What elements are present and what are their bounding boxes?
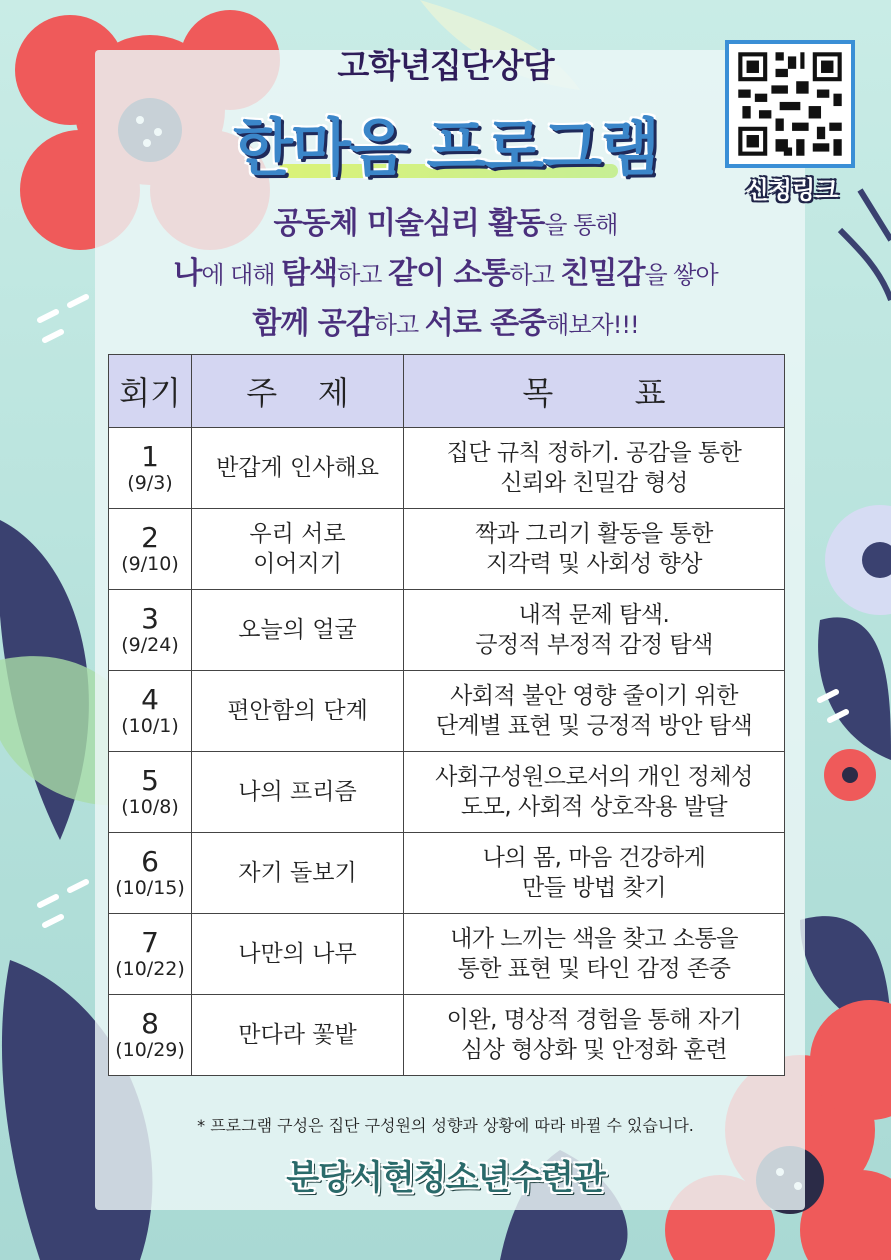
topic-text: 나의 프리즘 xyxy=(238,779,357,805)
table-row xyxy=(109,995,785,1076)
topic-text: 만다라 꽃밭 xyxy=(238,1022,357,1048)
goal-cell xyxy=(404,590,785,671)
organization-name: 분당서현청소년수련관 xyxy=(286,1158,605,1198)
table-row xyxy=(109,914,785,995)
table-row xyxy=(109,833,785,914)
goal-text: 긍정적 부정적 감정 탐색 xyxy=(475,632,713,658)
topic-cell xyxy=(192,671,404,752)
goal-text: 나의 몸, 마음 건강하게 xyxy=(482,845,706,871)
intro-text: 을 통해 xyxy=(544,211,618,239)
goal-text: 집단 규칙 정하기. 공감을 통한 xyxy=(446,440,742,466)
footnote: * 프로그램 구성은 집단 구성원의 성향과 상황에 따라 바뀔 수 있습니다. xyxy=(197,1116,694,1135)
goal-text: 신뢰와 친밀감 형성 xyxy=(500,470,688,496)
session-number: 4 xyxy=(141,683,159,716)
session-date: (10/1) xyxy=(121,715,179,737)
session-date: (10/8) xyxy=(121,796,179,818)
topic-text: 편안함의 단계 xyxy=(227,698,368,724)
leaf-icon xyxy=(818,617,891,760)
topic-cell xyxy=(192,752,404,833)
goal-text: 사회적 불안 영향 줄이기 위한 xyxy=(450,683,738,709)
goal-text: 심상 형상화 및 안정화 훈련 xyxy=(460,1037,728,1063)
table-row xyxy=(109,428,785,509)
red-flower-icon xyxy=(824,749,876,801)
goal-text: 내적 문제 탐색. xyxy=(518,602,670,628)
goal-text: 이완, 명상적 경험을 통해 자기 xyxy=(446,1007,742,1033)
goal-text: 통한 표현 및 타인 감정 존중 xyxy=(457,956,731,982)
topic-cell xyxy=(192,914,404,995)
table-row xyxy=(109,752,785,833)
goal-cell xyxy=(404,995,785,1076)
table-row xyxy=(109,590,785,671)
intro-emphasis: 함께 공감 xyxy=(252,306,374,341)
goal-text: 사회구성원으로서의 개인 정체성 xyxy=(435,764,753,790)
session-cell xyxy=(109,752,192,833)
topic-text: 이어지기 xyxy=(253,551,342,577)
table-row xyxy=(109,509,785,590)
intro-text: 하고 xyxy=(509,261,561,289)
session-number: 6 xyxy=(141,845,159,878)
intro-text: 을 쌓아 xyxy=(644,261,718,289)
intro-line-2 xyxy=(0,248,891,292)
session-number: 8 xyxy=(141,1007,159,1040)
intro-emphasis: 나 xyxy=(173,256,202,291)
intro-text: 에 대해 xyxy=(201,261,282,289)
topic-text: 반갑게 인사해요 xyxy=(216,455,379,481)
goal-text: 단계별 표현 및 긍정적 방안 탐색 xyxy=(435,713,753,739)
goal-cell xyxy=(404,509,785,590)
table-header-row xyxy=(109,355,785,428)
intro-emphasis: 친밀감 xyxy=(560,256,645,291)
session-date: (9/24) xyxy=(121,634,179,656)
topic-text: 오늘의 얼굴 xyxy=(238,617,357,643)
session-cell xyxy=(109,833,192,914)
intro-emphasis: 탐색 xyxy=(281,256,338,291)
goal-cell xyxy=(404,752,785,833)
session-number: 1 xyxy=(141,440,159,473)
intro-emphasis: 같이 소통 xyxy=(388,256,510,291)
blue-flower-icon xyxy=(825,505,891,615)
qr-code-link[interactable] xyxy=(725,40,855,168)
session-date: (9/3) xyxy=(127,472,173,494)
intro-line-3 xyxy=(0,298,891,342)
intro-emphasis: 서로 존중 xyxy=(424,306,547,341)
intro-text: 해보자!!! xyxy=(546,311,639,339)
topic-text: 자기 돌보기 xyxy=(238,860,357,886)
goal-text: 내가 느끼는 색을 찾고 소통을 xyxy=(450,926,738,952)
topic-cell xyxy=(192,590,404,671)
intro-emphasis: 공동체 미술심리 활동 xyxy=(273,206,545,241)
header-goal: 목 표 xyxy=(404,355,785,428)
session-cell xyxy=(109,995,192,1076)
session-date: (9/10) xyxy=(121,553,179,575)
page-title: 한마음 프로그램 xyxy=(233,111,658,184)
session-cell xyxy=(109,671,192,752)
schedule-table xyxy=(108,354,785,1076)
page-subtitle: 고학년집단상담 xyxy=(337,46,554,85)
session-number: 3 xyxy=(141,602,159,635)
qr-code-icon xyxy=(729,44,851,164)
topic-cell xyxy=(192,428,404,509)
session-number: 2 xyxy=(141,521,159,554)
goal-cell xyxy=(404,914,785,995)
session-cell xyxy=(109,428,192,509)
topic-cell xyxy=(192,833,404,914)
goal-text: 도모, 사회적 상호작용 발달 xyxy=(460,794,728,820)
intro-text: 하고 xyxy=(373,311,425,339)
goal-cell xyxy=(404,833,785,914)
topic-text: 나만의 나무 xyxy=(238,941,357,967)
intro-text: 하고 xyxy=(337,261,389,289)
header-topic: 주 제 xyxy=(192,355,404,428)
goal-text: 짝과 그리기 활동을 통한 xyxy=(475,521,713,547)
session-date: (10/15) xyxy=(115,877,185,899)
session-date: (10/22) xyxy=(115,958,185,980)
topic-cell xyxy=(192,509,404,590)
qr-label: 신청링크 xyxy=(745,176,839,204)
session-cell xyxy=(109,914,192,995)
table-row xyxy=(109,671,785,752)
goal-text: 만들 방법 찾기 xyxy=(522,875,666,901)
header-session: 회기 xyxy=(109,355,192,428)
session-cell xyxy=(109,590,192,671)
topic-text: 우리 서로 xyxy=(249,521,346,547)
goal-cell xyxy=(404,428,785,509)
topic-cell xyxy=(192,995,404,1076)
session-number: 5 xyxy=(141,764,159,797)
session-number: 7 xyxy=(141,926,159,959)
session-date: (10/29) xyxy=(115,1039,185,1061)
goal-text: 지각력 및 사회성 향상 xyxy=(486,551,702,577)
session-cell xyxy=(109,509,192,590)
goal-cell xyxy=(404,671,785,752)
